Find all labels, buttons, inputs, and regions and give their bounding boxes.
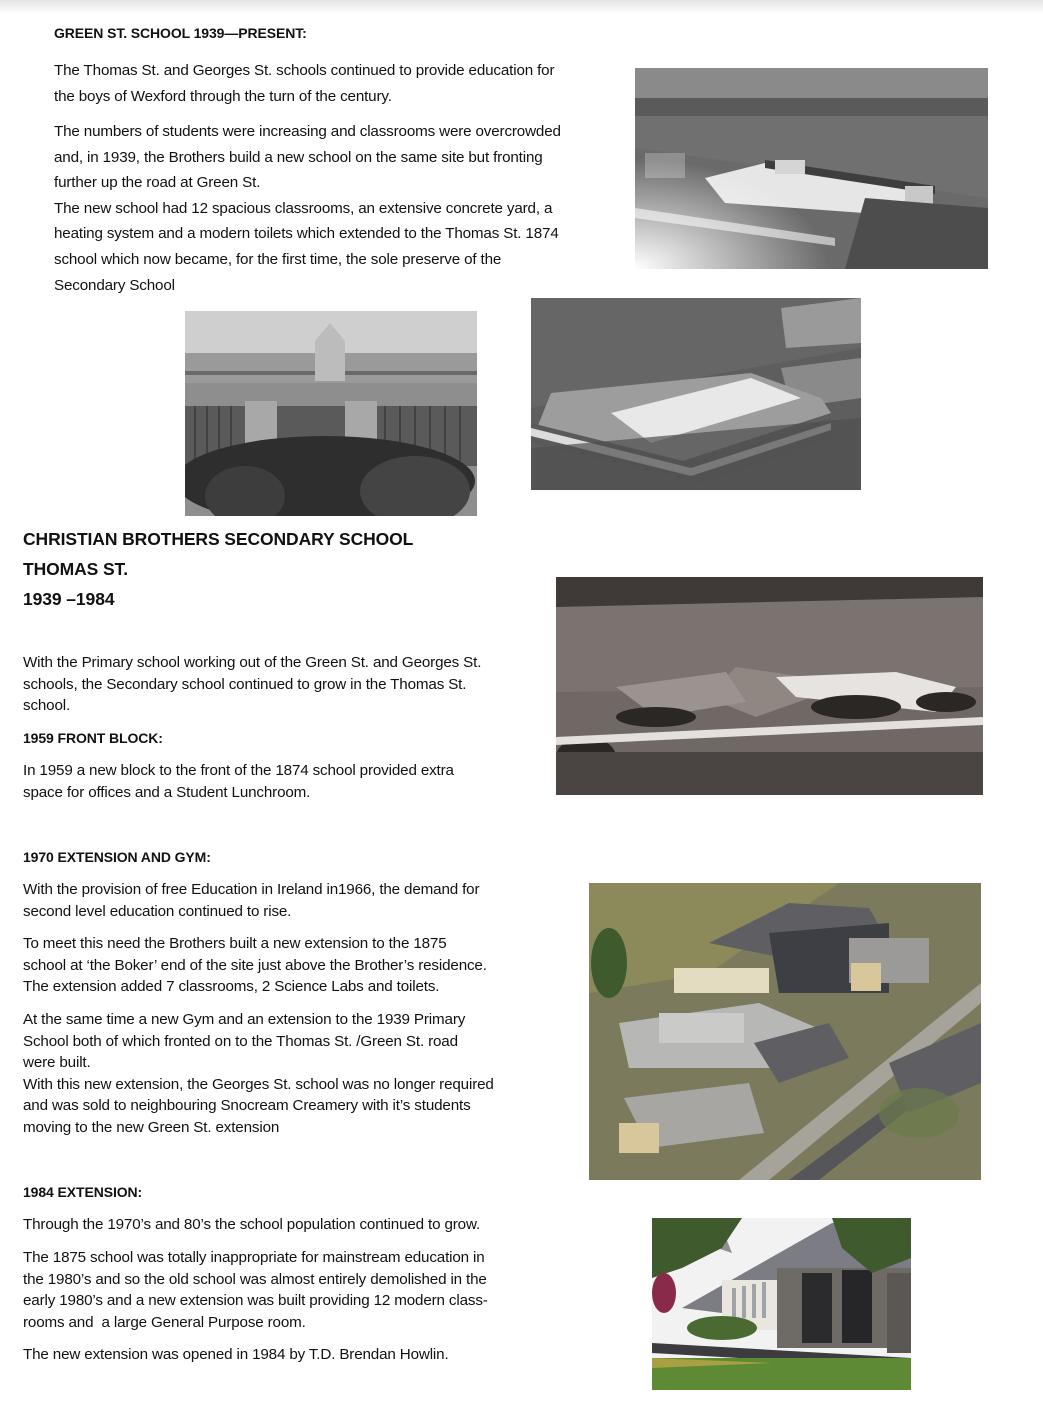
text-line: space for offices and a Student Lunchroom.	[23, 783, 311, 801]
heading-1959-front-block: 1959 FRONT BLOCK:	[23, 730, 163, 746]
1984-paragraph-1	[23, 1214, 563, 1236]
1970-paragraph-2	[23, 933, 563, 998]
text-line: schools, the Secondary school continued to grow in the Thomas St.	[23, 675, 467, 693]
text-line: The numbers of students were increasing and classrooms were overcrowded	[54, 123, 561, 140]
text-line: school which now became, for the first time, the sole preserve of the	[54, 250, 502, 268]
text-line: The extension added 7 classrooms, 2 Science Labs and toilets.	[23, 978, 440, 996]
1984-paragraph-2	[23, 1247, 563, 1333]
text-line: school at ‘the Boker’ end of the site just above the Brother’s residence.	[23, 956, 487, 974]
text-line: heating system and a modern toilets which extended to the Thomas St. 1874	[54, 225, 559, 243]
photo-school-gate-crowd	[185, 311, 477, 516]
1959-paragraph	[23, 760, 543, 803]
text-line: At the same time a new Gym and an extension to the 1939 Primary	[23, 1011, 466, 1028]
text-line: With the Primary school working out of the Green St. and Georges St.	[23, 654, 482, 671]
text-line: and was sold to neighbouring Snocream Creamery with it’s students	[23, 1097, 471, 1115]
text-line: With this new extension, the Georges St. school was no longer required	[23, 1075, 494, 1093]
text-line: School both of which fronted on to the Thomas St. /Green St. road	[23, 1032, 458, 1050]
heading-1970-extension-gym: 1970 EXTENSION AND GYM:	[23, 849, 211, 865]
text-line: second level education continued to rise.	[23, 902, 292, 920]
photo-green-st-aerial-side	[531, 298, 861, 490]
text-line: the boys of Wexford through the turn of the century.	[54, 87, 392, 105]
text-line: the 1980’s and so the old school was almost entirely demolished in the	[23, 1270, 487, 1288]
text-line: In 1959 a new block to the front of the 1874 school provided extra	[23, 762, 454, 779]
text-line: were built.	[23, 1054, 91, 1072]
text-line: To meet this need the Brothers built a new extension to the 1875	[23, 935, 447, 952]
photo-thomas-st-aerial-sepia	[556, 577, 983, 795]
text-line: and, in 1939, the Brothers build a new school on the same site but fronting	[54, 148, 543, 166]
text-line: Secondary School	[54, 276, 175, 294]
text-line: early 1980’s and a new extension was built providing 12 modern class-	[23, 1292, 488, 1310]
green-st-paragraph-2	[54, 119, 624, 298]
text-line: With the provision of free Education in Ireland in1966, the demand for	[23, 881, 480, 898]
heading-cbs-line-2: THOMAS ST.	[23, 559, 128, 579]
1970-paragraph-1	[23, 879, 563, 922]
page-top-shadow	[0, 0, 1043, 14]
text-line: The new extension was opened in 1984 by T.D. Brendan Howlin.	[23, 1346, 449, 1363]
text-line: school.	[23, 697, 71, 715]
1984-paragraph-3	[23, 1344, 563, 1366]
heading-cbs-line-1: CHRISTIAN BROTHERS SECONDARY SCHOOL	[23, 529, 414, 549]
photo-1970-extension-aerial-colour	[589, 883, 981, 1180]
text-line: moving to the new Green St. extension	[23, 1118, 280, 1136]
cbs-intro-paragraph	[23, 652, 543, 717]
heading-green-st: GREEN ST. SCHOOL 1939—PRESENT:	[54, 25, 307, 41]
text-line: The 1875 school was totally inappropriate for mainstream education in	[23, 1249, 485, 1266]
1970-paragraph-3	[23, 1009, 563, 1139]
text-line: The new school had 12 spacious classrooms, an extensive concrete yard, a	[54, 199, 553, 217]
heading-1984-extension: 1984 EXTENSION:	[23, 1184, 143, 1200]
text-line: further up the road at Green St.	[54, 174, 261, 192]
text-line: The Thomas St. and Georges St. schools continued to provide education for	[54, 62, 555, 79]
heading-cbs-years: 1939 –1984	[23, 589, 115, 609]
green-st-paragraph-1	[54, 58, 624, 109]
photo-1984-extension-entrance	[652, 1218, 911, 1390]
photo-green-st-aerial-1939	[635, 68, 988, 269]
text-line: rooms and a large General Purpose room.	[23, 1313, 306, 1331]
text-line: Through the 1970’s and 80’s the school population continued to grow.	[23, 1216, 481, 1233]
